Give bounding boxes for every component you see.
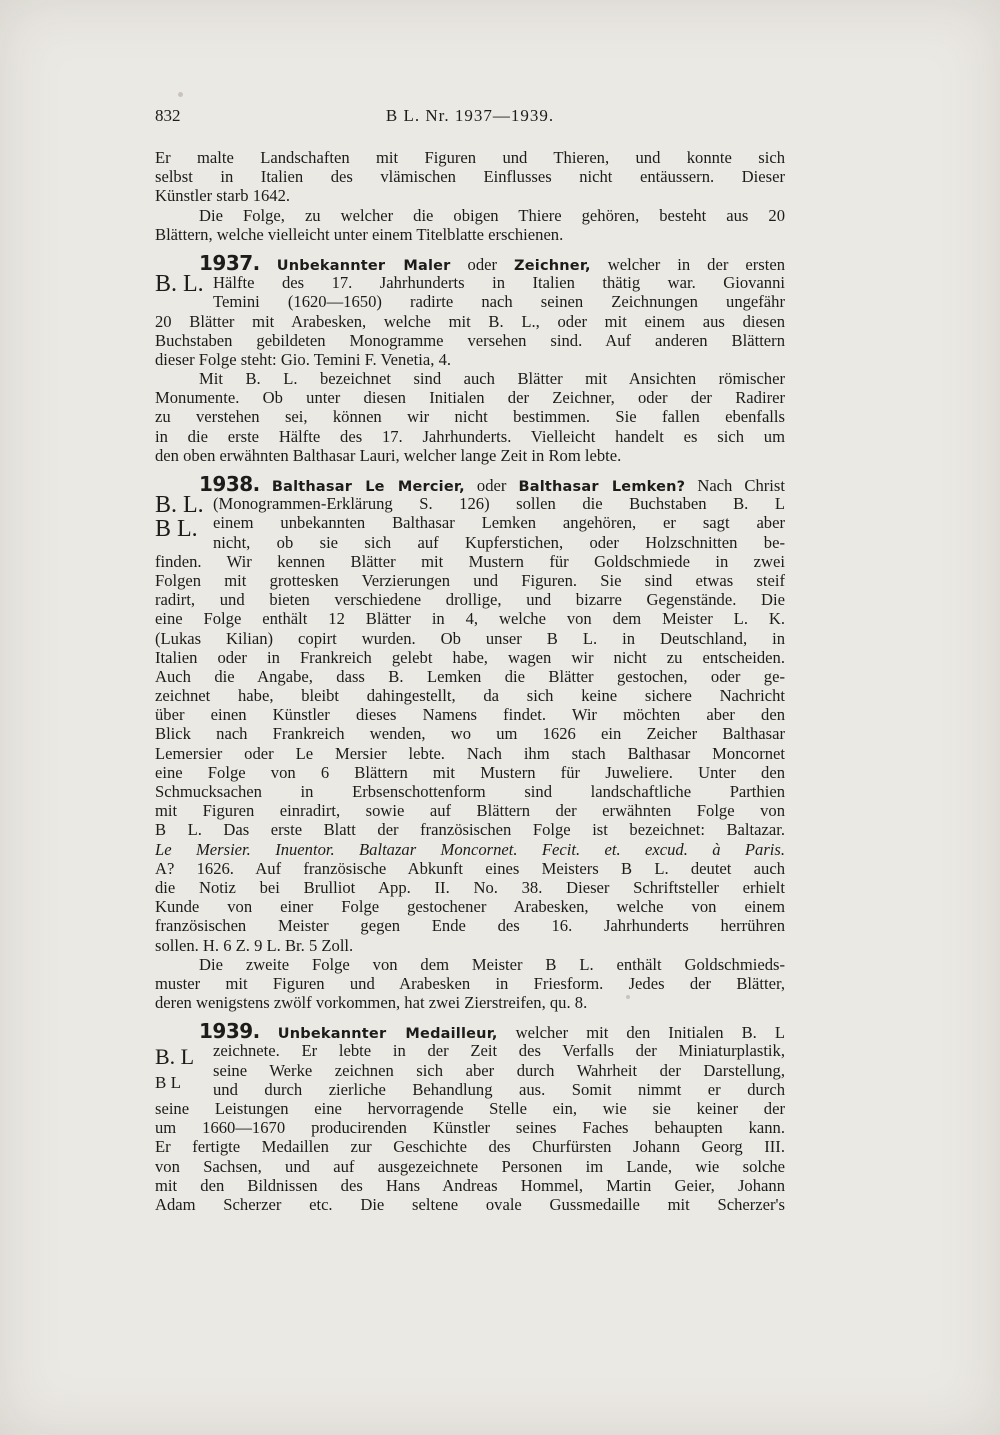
entry-number: 1937. [199, 253, 260, 274]
text-line: muster mit Figuren und Arabesken in Friesform. Jedes der Blätter, [155, 973, 785, 993]
text-line: Monumente. Ob unter diesen Initialen der Zeichner, oder der Radirer [155, 388, 785, 408]
entry-name-join: oder [464, 476, 519, 495]
monogram-block [155, 494, 785, 552]
text-line: mit den Bildnissen des Hans Andreas Hommel, Martin Geier, Johann [155, 1175, 785, 1195]
text-line: B L. Das erste Blatt der französischen Folge ist bezeichnet: Baltazar. [155, 820, 785, 840]
monogram-block [155, 273, 785, 311]
entry-name: Unbekannter Maler [276, 257, 451, 274]
entry-name-alt: Zeichner, [514, 257, 591, 274]
text-line: Die zweite Folge von dem Meister B L. enthält Goldschmieds- [199, 954, 785, 974]
text-line: Kunde von einer Folge gestochener Arabesken, welche von einem [155, 897, 785, 917]
text-line: französischen Meister gegen Ende des 16. Jahrhunderts herrühren [155, 916, 785, 936]
text-line: Temini (1620—1650) radirte nach seinen Zeichnungen ungefähr [213, 292, 785, 312]
monogram [155, 273, 213, 311]
text-line: Le Mersier. Inuentor. Baltazar Moncornet. Fecit. et. excud. à Paris. [155, 839, 785, 859]
text-line: von Sachsen, und auf ausgezeichnete Personen im Lande, wie solche [155, 1156, 785, 1176]
text-line: um 1660—1670 producirenden Künstler seines Faches behaupten kann. [155, 1118, 785, 1138]
text-line: die Notiz bei Brulliot App. II. No. 38. Dieser Schriftsteller erhielt [155, 877, 785, 897]
text-line: dieser Folge steht: Gio. Temini F. Venetia, 4. [155, 349, 452, 369]
entry-name-alt: Balthasar Lemken? [518, 479, 686, 495]
text-line: Buchstaben gebildeten Monogramme versehen sind. Auf anderen Blättern [155, 330, 785, 350]
text-line: Blick nach Frankreich wenden, wo um 1626 ein Zeicher Balthasar [155, 724, 785, 744]
text-line: zu verstehen sei, können wir nicht bestimmen. Sie fallen ebenfalls [155, 407, 785, 427]
entry-heading [155, 254, 785, 273]
monogram [155, 494, 213, 552]
text-line: Künstler starb 1642. [155, 186, 291, 206]
entry-1939 [155, 1022, 785, 1214]
monogram-line: B. L. [155, 492, 204, 519]
text-line: Folgen mit grottesken Verzierungen und Figuren. Sie sind etwas steif [155, 570, 785, 590]
text-line: den oben erwähnten Balthasar Lauri, welcher lange Zeit in Rom lebte. [155, 445, 622, 465]
text-line: A? 1626. Auf französische Abkunft eines Meisters B L. deutet auch [155, 858, 785, 878]
entry-name: Balthasar Le Mercier, [271, 479, 465, 495]
text-line: nicht, ob sie sich auf Kupferstichen, oder Holzschnitten be- [213, 532, 785, 552]
entry-number: 1939. [199, 1022, 260, 1042]
paper-speck [178, 92, 183, 97]
text-line: Er fertigte Medaillen zur Geschichte des Churfürsten Johann Georg III. [155, 1137, 785, 1157]
monogram-line: B. L. [155, 271, 204, 298]
text-line: Lemersier oder Le Mersier lebte. Nach ihm stach Balthasar Moncornet [155, 743, 785, 763]
text-line: eine Folge enthält 12 Blätter in 4, welche von dem Meister L. K. [155, 609, 785, 629]
entry-name-join: oder [450, 254, 515, 274]
text-line: 20 Blätter mit Arabesken, welche mit B. L., oder mit einem aus diesen [155, 311, 785, 331]
monogram [155, 1041, 213, 1099]
text-line: Italien oder in Frankreich gelebt habe, wagen wir nicht zu entscheiden. [155, 647, 785, 667]
intro-paragraph [155, 148, 785, 244]
entry-1937 [155, 254, 785, 465]
monogram-line: B L [155, 1073, 181, 1093]
text-line: Auch die Angabe, dass B. Lemken die Blätter gestochen, oder ge- [155, 666, 785, 686]
entry-name: Unbekannter Medailleur, [277, 1026, 498, 1042]
text-line: Adam Scherzer etc. Die seltene ovale Gussmedaille mit Scherzer's [155, 1194, 785, 1214]
entry-lead: welcher mit den Initialen B. L [497, 1023, 785, 1042]
body-text [155, 148, 785, 1214]
text-line: seine Leistungen eine hervorragende Stelle ein, wie sie keiner der [155, 1099, 785, 1118]
text-line: Hälfte des 17. Jahrhunderts in Italien thätig war. Giovanni [213, 273, 785, 293]
page-number: 832 [155, 106, 181, 125]
text-line: radirt, und bieten verschiedene drollige, und bizarre Gegenstände. Die [155, 590, 785, 610]
running-title: B L. Nr. 1937—1939. [385, 106, 555, 125]
text-line: Die Folge, zu welcher die obigen Thiere gehören, besteht aus 20 [199, 205, 785, 225]
entry-heading [155, 1022, 785, 1041]
entry-lead: welcher in der ersten [590, 254, 785, 274]
text-line: Er malte Landschaften mit Figuren und Thieren, und konnte sich [155, 148, 785, 167]
entry-lead: Nach Christ [685, 476, 785, 495]
text-line: eine Folge von 6 Blättern mit Mustern für Juweliere. Unter den [155, 762, 785, 782]
text-line: Blättern, welche vielleicht unter einem Titelblatte erschienen. [155, 224, 564, 244]
text-line: zeichnet habe, bleibt dahingestellt, da sich keine sichere Nachricht [155, 686, 785, 706]
monogram-line: B L. [155, 516, 198, 543]
text-line: deren wenigstens zwölf vorkommen, hat zwei Zierstreifen, qu. 8. [155, 993, 588, 1013]
text-line: (Lukas Kilian) copirt wurden. Ob unser B L. in Deutschland, in [155, 628, 785, 648]
text-line: und durch zierliche Behandlung aus. Somit nimmt er durch [213, 1079, 785, 1099]
text-line: einem unbekannten Balthasar Lemken angehören, er sagt aber [213, 513, 785, 533]
text-line: sollen. H. 6 Z. 9 L. Br. 5 Zoll. [155, 935, 354, 955]
monogram-block [155, 1041, 785, 1099]
entry-number: 1938. [199, 475, 260, 495]
monogram-line: B. L [155, 1044, 195, 1070]
text-line: über einen Künstler dieses Namens findet. Wir möchten aber den [155, 705, 785, 725]
text-line: zeichnete. Er lebte in der Zeit des Verfalls der Miniaturplastik, [213, 1041, 785, 1061]
text-line: Mit B. L. bezeichnet sind auch Blätter mit Ansichten römischer [199, 369, 785, 389]
text-line: selbst in Italien des vlämischen Einflusses nicht entäussern. Dieser [155, 167, 785, 187]
entry-heading [155, 475, 785, 494]
entry-1938 [155, 475, 785, 1012]
text-line: finden. Wir kennen Blätter mit Mustern für Goldschmiede in zwei [155, 551, 785, 571]
text-line: in die erste Hälfte des 17. Jahrhunderts. Vielleicht handelt es sich um [155, 426, 785, 446]
text-line: mit Figuren einradirt, sowie auf Blättern der erwähnten Folge von [155, 801, 785, 821]
text-line: Schmucksachen in Erbsenschottenform sind landschaftliche Parthien [155, 782, 785, 801]
text-line: seine Werke zeichnen sich aber durch Wahrheit der Darstellung, [213, 1060, 785, 1080]
text-line: (Monogrammen-Erklärung S. 126) sollen die Buchstaben B. L [213, 494, 785, 514]
page-header [155, 106, 785, 130]
